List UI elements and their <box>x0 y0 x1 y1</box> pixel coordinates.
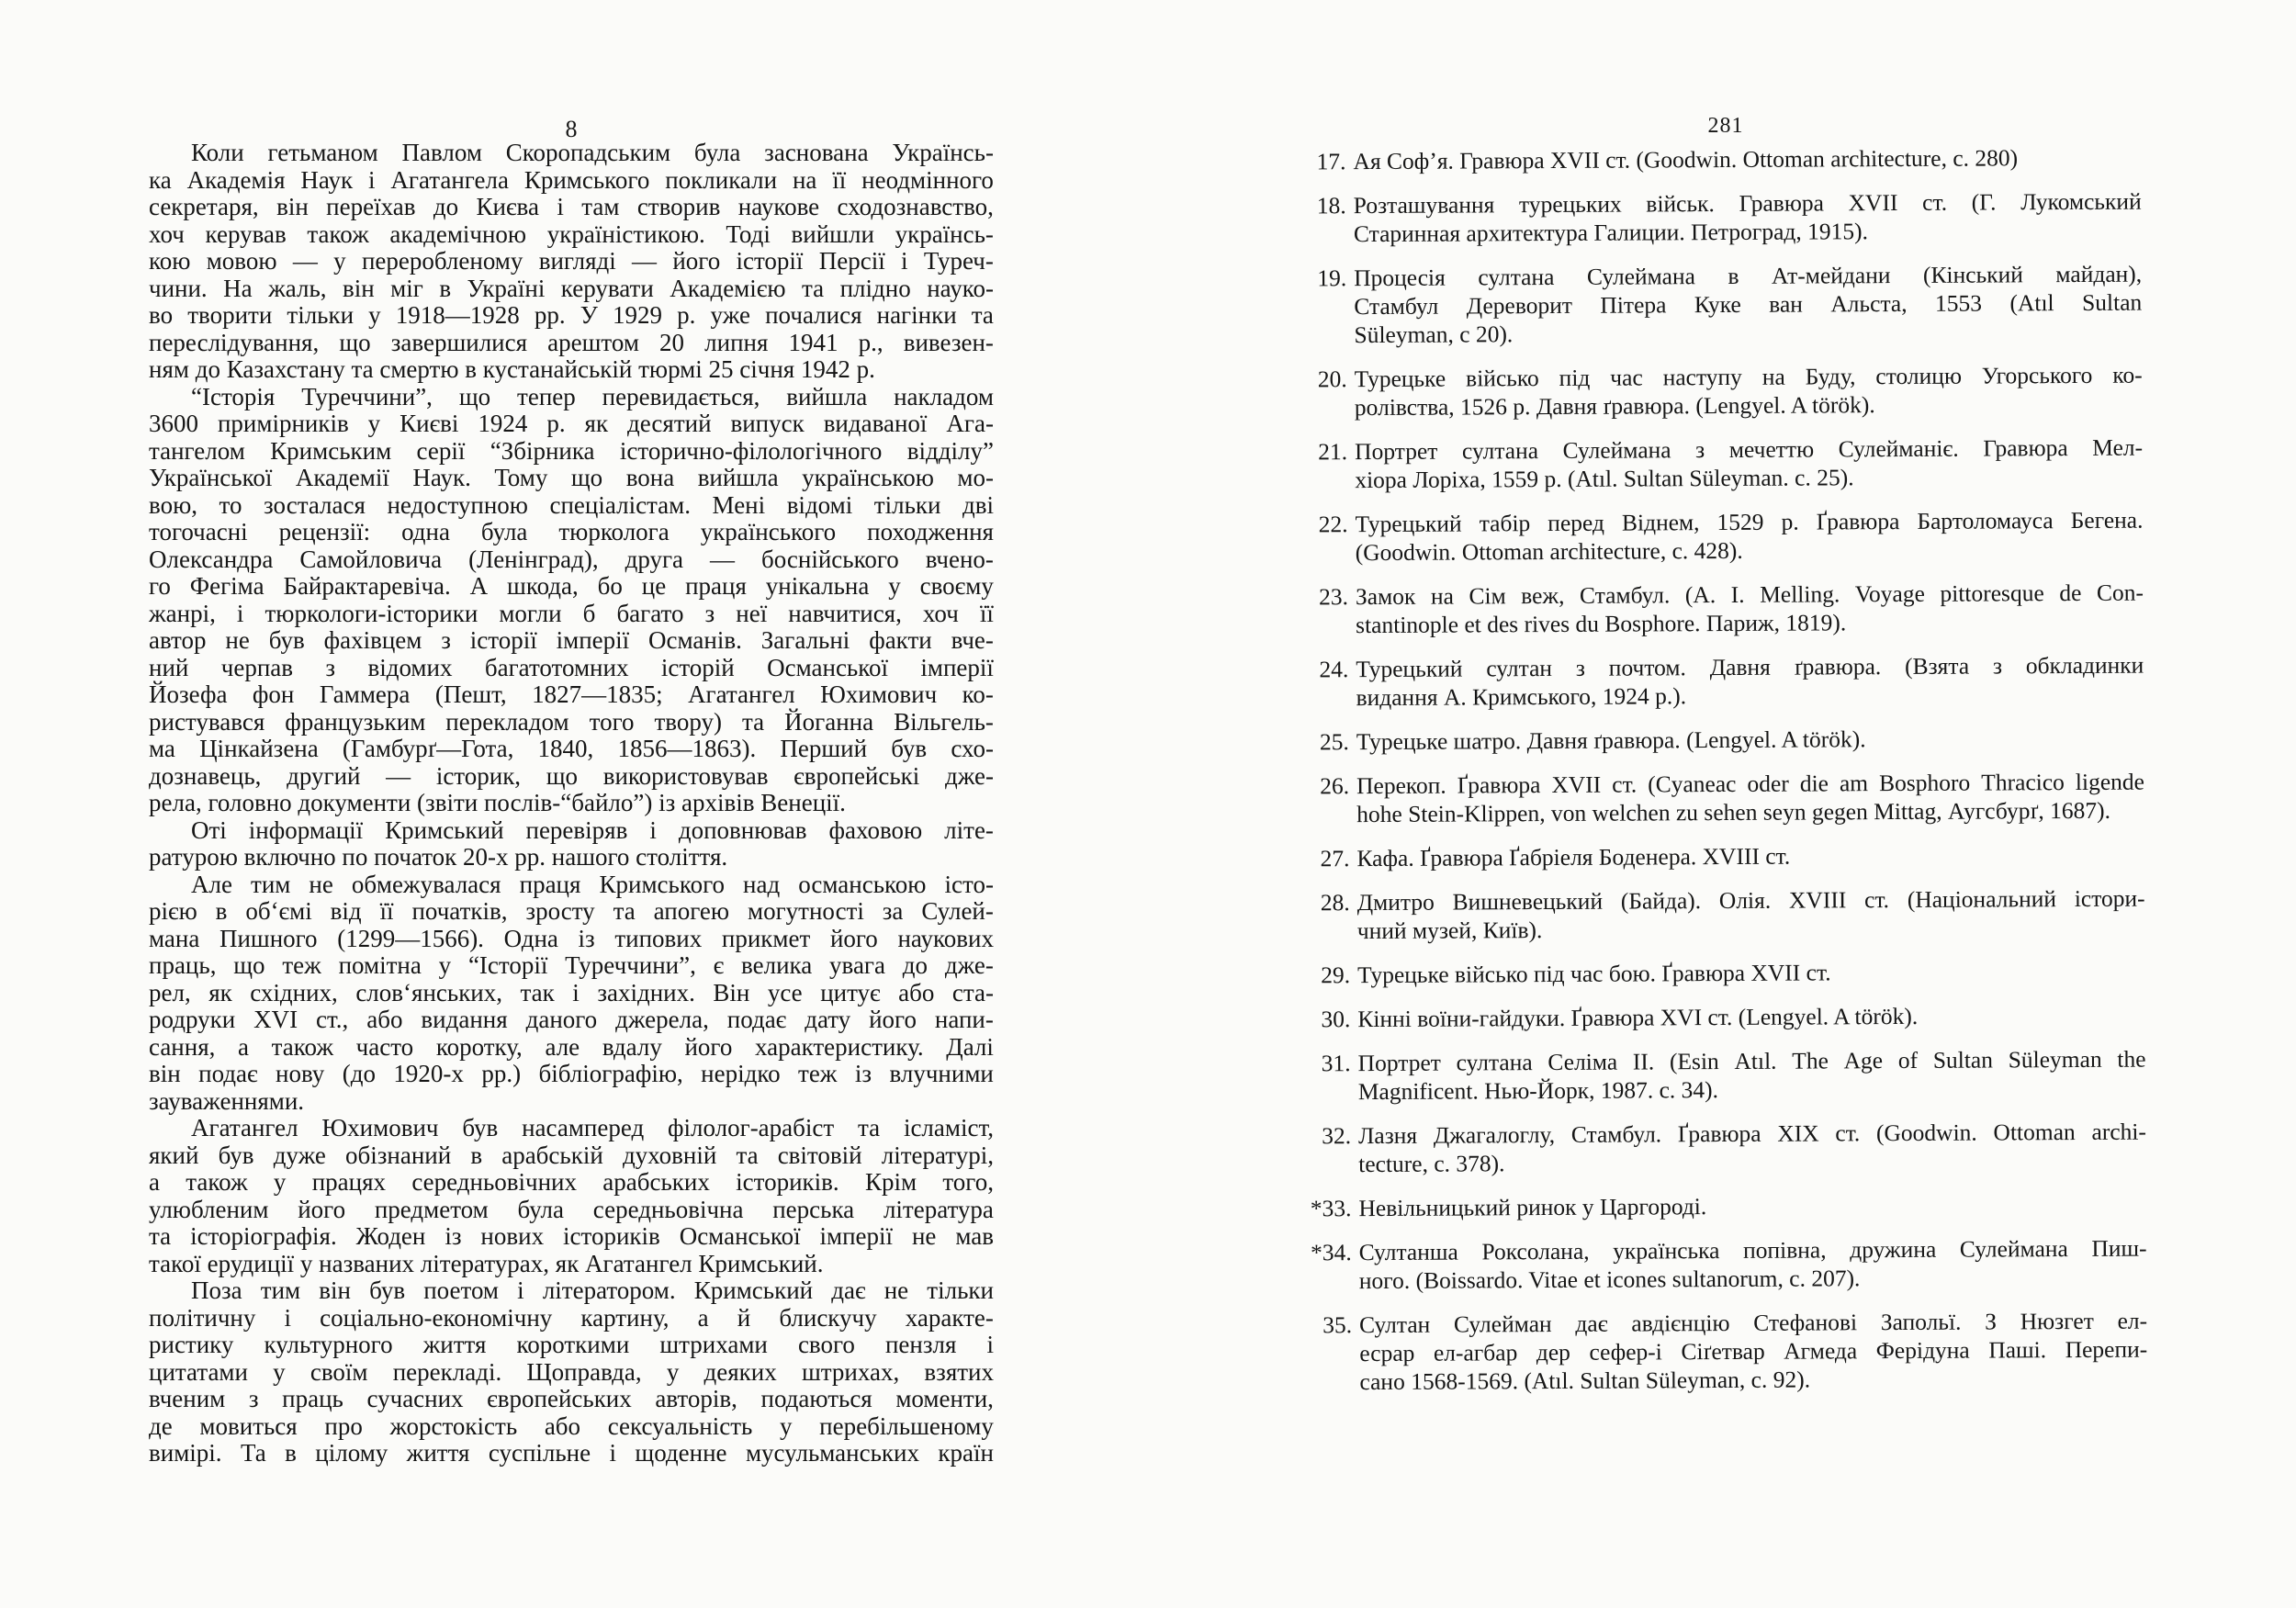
item-text <box>1357 1001 2145 1033</box>
text-line: Замок на Сім веж, Стамбул. (A. I. Melling. Voyage pittoresque de Con- <box>1355 579 2144 611</box>
text-line: Magnificent. Нью-Йорк, 1987. с. 34). <box>1357 1076 1719 1106</box>
text-line: тангелом Кримським серії “Збірника історично-філологічного відділу” <box>149 436 994 465</box>
item-number: 23. <box>1319 583 1349 611</box>
text-line: Стамбул Дереворит Пітера Куке ван Альста, 1553 (Atıl Sultan <box>1354 288 2143 320</box>
text-line: та історіографія. Жоден із нових істориків Османської імперії не мав <box>149 1222 994 1250</box>
text-line: Старинная архитектура Галиции. Петроград, 1915). <box>1353 218 1869 248</box>
item-number: 26. <box>1320 772 1350 800</box>
text-line: вимірі. Та в цілому життя суспільне і щоденне мусульманських країн <box>149 1439 994 1467</box>
text-line: сання, а також часто коротку, але вдалу його характеристику. Далі <box>149 1032 994 1061</box>
text-line: Султан Сулейман дає авдієнцію Стефанові Запольї. З Нюзгет ел- <box>1359 1307 2148 1339</box>
item-number: 32. <box>1322 1122 1352 1150</box>
list-item <box>1304 187 2142 249</box>
text-line: вченим з праць сучасних європейських авторів, подаються моменти, <box>149 1385 994 1412</box>
list-item <box>1309 1118 2146 1179</box>
left-page-text <box>149 140 994 1467</box>
item-text <box>1356 768 2144 828</box>
item-text <box>1358 1045 2146 1106</box>
item-text <box>1358 1190 2146 1222</box>
text-line: Олександра Самойловича (Ленінград), друга — боснійського вчено- <box>149 545 994 573</box>
text-line: Української Академії Наук. Тому що вона вийшла українською мо- <box>149 464 994 491</box>
text-line: Турецьке військо під час наступу на Буду, столицю Угорського ко- <box>1354 361 2143 393</box>
text-line: автор не був фахівцем з історії імперії Османів. Загальні факти вче- <box>149 626 994 654</box>
item-number: 27. <box>1320 845 1350 872</box>
item-text <box>1355 361 2143 422</box>
text-line: Розташування турецьких військ. Гравюра XVII ст. (Г. Лукомський <box>1353 187 2142 219</box>
text-line: Süleyman, с 20). <box>1354 320 1514 349</box>
list-item <box>1309 1045 2146 1107</box>
text-line: тогочасні рецензії: одна була тюрколога українського походження <box>149 518 994 545</box>
text-line: 3600 примірників у Києві 1924 р. як десятий випуск видаваної Ага- <box>149 410 994 437</box>
text-line: видання А. Кримського, 1924 р.). <box>1356 682 1687 712</box>
text-line: секретаря, він переїхав до Києва і там створив наукове сходознавство, <box>149 193 994 220</box>
item-number: 21. <box>1318 438 1348 466</box>
text-line: ного. (Boissardo. Vitae et icones sultanorum, с. 207). <box>1358 1265 1861 1295</box>
text-line: Портрет султана Селіма II. (Esin Atıl. The Age of Sultan Süleyman the <box>1357 1045 2146 1077</box>
item-text <box>1354 260 2142 349</box>
text-line: ням до Казахстану та смертю в кустанайській тюрмі 25 січня 1942 р. <box>149 355 875 383</box>
item-number: *34. <box>1311 1239 1352 1266</box>
item-text <box>1357 884 2145 945</box>
item-text <box>1357 957 2145 989</box>
text-line: ма Цінкайзена (Гамбурґ—Гота, 1840, 1856—1863). Перший був схо- <box>149 735 994 762</box>
illustrations-list <box>1303 143 2147 1412</box>
text-line: сано 1568-1569. (Atıl. Sultan Süleyman, с. 92). <box>1359 1366 1811 1396</box>
text-line: жанрі, і тюркологи-історики могли б багато з неї навчитися, хоч її <box>149 599 994 627</box>
text-line: во творити тільки у 1918—1928 рр. У 1929 р. уже почалися нагінки та <box>149 301 994 329</box>
text-line: рела, головно документи (звіти послів-“байло”) із архівів Венеції. <box>149 789 846 816</box>
list-item <box>1308 957 2145 990</box>
text-line: рією в об‘ємі від її початків, зросту та апогею могутності за Сулей- <box>149 897 994 925</box>
text-line: ка Академія Наук і Агатангела Кримського покликали на її неодмінного <box>149 165 994 194</box>
text-line: есрар ел-агбар дер сефер-і Сіґетвар Агмеда Ферідуна Паші. Перепи- <box>1359 1335 2148 1367</box>
text-line: чний музей, Київ). <box>1356 916 1543 945</box>
text-line: праць, що теж помітна у “Історії Туреччини”, є велика увага до дже- <box>149 951 994 979</box>
text-line: Кінні воїни-гайдуки. Ґравюра XVI ст. (Lengyel. A török). <box>1357 1002 1919 1033</box>
list-item <box>1310 1307 2147 1397</box>
item-text <box>1353 143 2141 175</box>
item-text <box>1354 187 2142 248</box>
list-item <box>1303 143 2141 176</box>
text-line: родруки XVI ст., або видання даного джерела, подає дату його напи- <box>149 1006 994 1033</box>
item-text <box>1359 1234 2147 1295</box>
item-number: 18. <box>1316 192 1346 219</box>
item-number: *33. <box>1310 1195 1352 1222</box>
text-line: Дмитро Вишневецький (Байда). Олія. XVIII ст. (Національний істори- <box>1356 884 2145 916</box>
text-line: Турецький султан з почтом. Давня ґравюра. (Взята з обкладинки <box>1356 651 2144 683</box>
text-line: Турецький табір перед Віднем, 1529 р. Ґравюра Бартоломауса Бегена. <box>1355 506 2144 538</box>
item-text <box>1356 724 2144 756</box>
item-number: 25. <box>1319 728 1349 756</box>
list-item <box>1308 884 2145 946</box>
list-item <box>1305 361 2143 422</box>
text-line: stantinople et des rives du Bosphore. Париж, 1819). <box>1356 609 1847 639</box>
text-line: ратурою включно по початок 20-х рр. нашого століття. <box>149 843 728 871</box>
item-number: 35. <box>1322 1311 1353 1339</box>
item-number: 19. <box>1317 264 1347 292</box>
item-text <box>1356 579 2144 639</box>
text-line: а також у працях середньовічних арабських істориків. Крім того, <box>149 1168 994 1196</box>
list-item <box>1305 506 2143 568</box>
text-line: tecture, с. 378). <box>1358 1150 1505 1178</box>
text-line: хіора Лоріха, 1559 р. (Atıl. Sultan Süleyman. с. 25). <box>1355 464 1854 494</box>
text-line: дознавець, другий — історик, що використовував європейські дже- <box>149 761 994 790</box>
item-text <box>1356 651 2144 712</box>
text-line: ний черпав з відомих багатотомних історій Османської імперії <box>149 653 994 681</box>
text-line: Оті інформації Кримський перевіряв і доповнював фаховою літе- <box>191 815 994 844</box>
list-item <box>1305 433 2143 495</box>
list-item <box>1309 1190 2146 1223</box>
text-line: (Goodwin. Ottoman architecture, с. 428). <box>1355 536 1743 567</box>
text-line: Коли гетьманом Павлом Скоропадським була заснована Українсь- <box>191 139 994 166</box>
list-item <box>1306 579 2144 640</box>
item-number: 28. <box>1320 889 1350 916</box>
item-text <box>1359 1307 2147 1396</box>
item-number: 29. <box>1321 961 1351 989</box>
text-line: Турецьке шатро. Давня ґравюра. (Lengyel. A török). <box>1356 725 1866 756</box>
text-line: Але тим не обмежувалася праця Кримського над османською істо- <box>191 870 994 898</box>
text-line: Кафа. Ґравюра Ґабріеля Боденера. XVIII ст. <box>1356 842 1791 872</box>
text-line: го Фегіма Байрактаревіча. А шкода, бо це праця унікальна у своєму <box>149 572 994 600</box>
list-item <box>1304 260 2142 350</box>
text-line: ристувався французьким перекладом того твору) та Йоганна Вільгель- <box>149 707 994 736</box>
text-line: улюбленим його предметом була середньовічна перська література <box>149 1195 994 1223</box>
text-line: hohe Stein-Klippen, von welchen zu sehen seyn gegen Mittag, Аугсбурґ, 1687). <box>1356 796 2111 828</box>
text-line: рел, як східних, слов‘янських, так і західних. Він усе цитує або ста- <box>149 978 994 1006</box>
text-line: такої ерудиції у названих літературах, як Агатангел Кримський. <box>149 1249 824 1277</box>
text-line: хоч керував також академічною україністикою. Тоді вийшли українсь- <box>149 219 994 248</box>
item-number: 30. <box>1321 1006 1351 1033</box>
text-line: Процесія султана Сулеймана в Ат-мейдани (Кінський майдан), <box>1354 260 2143 292</box>
item-text <box>1355 506 2143 567</box>
list-item <box>1310 1234 2147 1296</box>
text-line: чини. На жаль, він міг в Україні керувати Академією та плідно науко- <box>149 274 994 302</box>
item-number: 20. <box>1317 365 1347 393</box>
item-number: 24. <box>1319 656 1349 683</box>
list-item <box>1306 651 2144 713</box>
item-text <box>1356 840 2144 872</box>
text-line: Портрет султана Сулеймана з мечеттю Сулейманіє. Гравюра Мел- <box>1355 433 2144 466</box>
text-line: кою мовою — у переробленому вигляді — його історії Персії і Туреч- <box>149 247 994 275</box>
list-item <box>1307 768 2144 829</box>
text-line: Султанша Роксолана, українська попівна, дружина Сулеймана Пиш- <box>1358 1234 2147 1266</box>
text-line: Невільницький ринок у Царгороді. <box>1358 1193 1707 1222</box>
text-line: Турецьке військо під час бою. Ґравюра XVII ст. <box>1357 959 1831 989</box>
text-line: ристику культурного життя короткими штрихами свого пензля і <box>149 1331 994 1358</box>
left-page-number: 8 <box>565 116 578 142</box>
text-line: Ая Соф’я. Гравюра XVII ст. (Goodwin. Ottoman architecture, с. 280) <box>1353 144 2019 175</box>
text-line: Поза тим він був поетом і літератором. Кримський дає не тільки <box>191 1276 994 1304</box>
text-line: переслідування, що завершилися арештом 20 липня 1941 р., вивезен- <box>149 328 994 356</box>
text-line: цитатами у своїм перекладі. Щоправда, у деяких штрихах, взятих <box>149 1357 994 1386</box>
text-line: Йозефа фон Гаммера (Пешт, 1827—1835; Агатангел Юхимович ко- <box>149 680 994 708</box>
item-number: 22. <box>1318 511 1348 538</box>
text-line: який був дуже обізнаний в арабській духовній та світовій літературі, <box>149 1141 994 1169</box>
right-page-number: 281 <box>1707 114 1744 138</box>
text-line: Перекоп. Ґравюра XVII ст. (Cyaneac oder die am Bosphoro Thracico ligende <box>1356 768 2145 800</box>
text-line: Агатангел Юхимович був насамперед філолог-арабіст та ісламіст, <box>191 1114 994 1141</box>
list-item <box>1307 840 2144 873</box>
text-line: зауваженнями. <box>149 1086 305 1115</box>
item-number: 17. <box>1316 148 1346 175</box>
list-item <box>1307 724 2144 757</box>
item-text <box>1358 1118 2146 1178</box>
text-line: де мовиться про жорстокість або сексуальність у перебільшеному <box>149 1411 994 1440</box>
text-line: “Історія Туреччини”, що тепер перевидається, вийшла накладом <box>191 382 994 410</box>
text-line: політичну і соціально-економічну картину, а й блискучу характе- <box>149 1303 994 1332</box>
text-line: Лазня Джагалоглу, Стамбул. Ґравюра XIX ст. (Goodwin. Ottoman archi- <box>1357 1118 2147 1150</box>
text-line: вою, то зосталася недоступною спеціалістам. Мені відомі тільки дві <box>149 490 994 519</box>
text-line: мана Пишного (1299—1566). Одна із типових прикмет його наукових <box>149 924 994 952</box>
list-item <box>1308 1001 2145 1034</box>
item-text <box>1355 433 2143 494</box>
item-number: 31. <box>1321 1050 1351 1077</box>
text-line: ролівства, 1526 р. Давня ґравюра. (Lengyel. A török). <box>1354 391 1875 422</box>
text-line: він подає нову (до 1920-х рр.) бібліографію, нерідко теж із влучними <box>149 1060 994 1087</box>
